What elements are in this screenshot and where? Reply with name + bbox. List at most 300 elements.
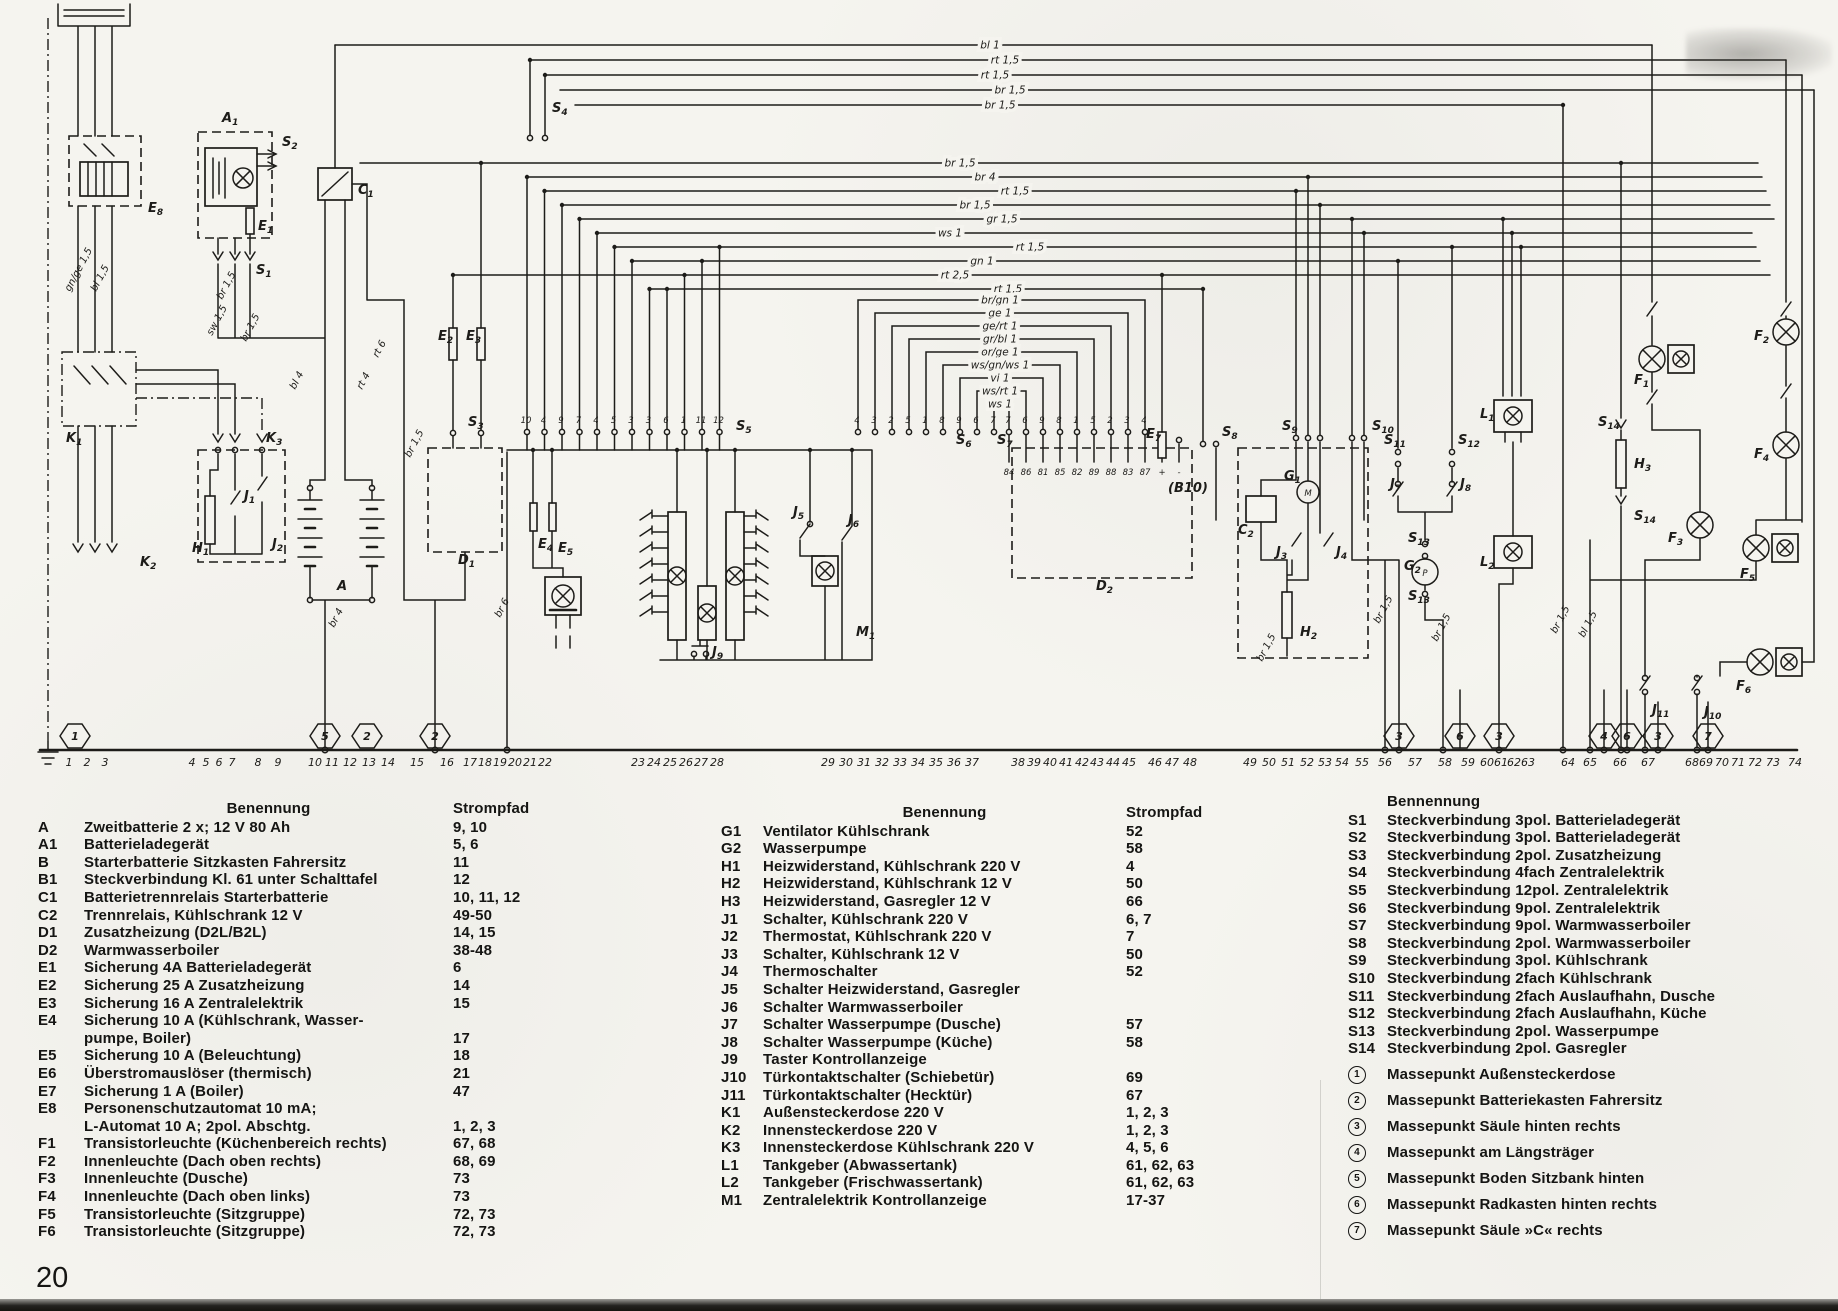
legend-row-id: H3 (721, 892, 741, 910)
wire-gauge-label: rt 1,5 (1015, 241, 1045, 254)
legend-row-name: Heizwiderstand, Kühlschrank 220 V (763, 857, 1021, 875)
wire-gauge-label: rt 1,5 (980, 69, 1010, 82)
strompfad-scale-number: 6 (215, 756, 223, 769)
strompfad-scale-number: 41 (1059, 756, 1073, 769)
legend-row (1348, 970, 1828, 988)
ground-hexagon-number: 6 (1623, 730, 1631, 743)
legend-row-name: Überstromauslöser (thermisch) (84, 1064, 312, 1082)
legend-row-strompfad: 58 (1126, 840, 1143, 858)
wire-gauge-label: vi 1 (990, 372, 1010, 385)
strompfad-scale-number: 18 (478, 756, 492, 769)
lamp-cross (1751, 653, 1769, 671)
legend-row (38, 977, 598, 995)
junction-dot (700, 259, 704, 263)
component-label: $E_3$ (466, 329, 482, 346)
legend-row-id: J11 (721, 1086, 746, 1104)
legend-row-id: S7 (1348, 917, 1367, 935)
component-label: $F_6$ (1736, 679, 1752, 696)
legend-mid (721, 804, 1251, 1210)
wire-gauge-tag: br 1,5 (214, 270, 239, 302)
junction-dot (1294, 189, 1298, 193)
d2-terminal-label: 89 (1088, 468, 1100, 478)
legend-row (1348, 1040, 1828, 1058)
column-header-bennennung: Bennennung (1387, 793, 1481, 810)
junction-dot (612, 245, 616, 249)
legend-row-id: J4 (721, 963, 738, 981)
component-label: $J_1$ (244, 489, 256, 506)
c2-relay-body (1246, 496, 1276, 522)
wire-gauge-tag: br 1,5 (1254, 632, 1279, 664)
legend-row (721, 1174, 1251, 1192)
wire-gauge-label: ge 1 (988, 307, 1012, 320)
legend-row-id: S3 (1348, 846, 1367, 864)
legend-row-name: Zentralelektrik Kontrollanzeige (763, 1192, 987, 1210)
massepunkt-row (1348, 1118, 1828, 1136)
legend-row (38, 995, 598, 1013)
massepunkt-number-icon: 1 (1348, 1066, 1366, 1084)
s6-pin (889, 429, 894, 434)
wire-gauge-tag: bl 4 (287, 369, 307, 392)
legend-row-id: S5 (1348, 881, 1367, 899)
d2-terminal-label: 84 (1003, 468, 1015, 478)
connector-pin (1395, 449, 1400, 454)
s6-pin-number: 3 (871, 416, 877, 426)
legend-row-strompfad: 1, 2, 3 (1126, 1104, 1169, 1122)
massepunkt-name: Massepunkt Boden Sitzbank hinten (1387, 1170, 1645, 1188)
massepunkt-number-icon: 6 (1348, 1196, 1366, 1214)
massepunkt-row (1348, 1196, 1828, 1214)
column-header-benennung: Benennung (902, 804, 987, 821)
legend-row-name: Schalter Heizwiderstand, Gasregler (763, 980, 1020, 998)
legend-row-id: J2 (721, 928, 738, 946)
junction-dot (1362, 231, 1366, 235)
wire-gauge-label: br 1,5 (944, 157, 976, 170)
legend-row-id: K2 (721, 1121, 741, 1139)
component-label: $S_6$ (956, 433, 972, 450)
s6-pin (974, 429, 979, 434)
component-label: $G_2$ (1404, 559, 1421, 576)
strompfad-scale-number: 24 (647, 756, 661, 769)
legend-row-id: S8 (1348, 934, 1367, 952)
legend-row-id: E3 (38, 994, 57, 1012)
connector-pin (1349, 435, 1354, 440)
legend-row-id: S1 (1348, 811, 1367, 829)
column-header-benennung: Benennung (226, 800, 311, 817)
component-label: A (337, 579, 348, 594)
junction-dot (1201, 287, 1205, 291)
indicator-diode-icon (744, 606, 768, 616)
legend-row-name: Zweitbatterie 2 x; 12 V 80 Ah (84, 818, 291, 836)
ground-hexagon-number: 3 (1654, 730, 1662, 743)
strompfad-scale-number: 32 (875, 756, 889, 769)
component-box-d1 (428, 448, 502, 552)
fuse-e1 (246, 208, 254, 234)
legend-row-name: Steckverbindung 3pol. Batterieladegerät (1387, 811, 1681, 829)
legend-row-name: Sicherung 1 A (Boiler) (84, 1082, 244, 1100)
wire-gauge-label: rt 1,5 (993, 283, 1023, 296)
legend-row (38, 1153, 598, 1171)
legend-row-name: Sicherung 10 A (Beleuchtung) (84, 1047, 302, 1065)
indicator-diode-icon (744, 510, 768, 520)
legend-row-name: Steckverbindung 2fach Auslaufhahn, Dusche (1387, 987, 1716, 1005)
strompfad-scale-number: 66 (1613, 756, 1627, 769)
legend-row-id: F5 (38, 1205, 56, 1223)
legend-row-id: E2 (38, 976, 57, 994)
junction-dot (525, 175, 529, 179)
junction-dot (1306, 175, 1310, 179)
strompfad-scale-number: 28 (710, 756, 724, 769)
strompfad-scale-number: 70 (1715, 756, 1729, 769)
indicator-diode-icon (744, 574, 768, 584)
connector-arrow-icon (107, 544, 117, 552)
legend-row (721, 875, 1251, 893)
legend-row-id: L1 (721, 1156, 739, 1174)
legend-row (38, 942, 598, 960)
strompfad-scale-number: 54 (1335, 756, 1349, 769)
strompfad-scale-number: 45 (1122, 756, 1136, 769)
component-label: $H_1$ (192, 541, 210, 558)
legend-row-id: F6 (38, 1223, 56, 1241)
legend-row-name: Transistorleuchte (Sitzgruppe) (84, 1223, 306, 1241)
junction-dot (647, 287, 651, 291)
legend-row-name: Heizwiderstand, Gasregler 12 V (763, 892, 991, 910)
legend-row-name: Steckverbindung 2pol. Warmwasserboiler (1387, 934, 1691, 952)
s6-pin-number: 2 (888, 416, 894, 426)
motor-letter: P (1422, 569, 1428, 579)
strompfad-scale-number: 48 (1183, 756, 1197, 769)
legend-row-name: Innensteckerdose 220 V (763, 1121, 938, 1139)
legend-row (721, 1192, 1251, 1210)
legend-row-strompfad: 14, 15 (453, 924, 496, 942)
legend-row-strompfad: 14 (453, 976, 470, 994)
indicator-diode-icon (744, 526, 768, 536)
strompfad-scale-number: 58 (1438, 756, 1452, 769)
legend-row-name: Wasserpumpe (763, 840, 867, 858)
s5-pin-number: 11 (695, 416, 707, 426)
legend-row (38, 924, 598, 942)
legend-row (1348, 988, 1828, 1006)
strompfad-scale-number: 37 (965, 756, 979, 769)
component-label: $J_3$ (1276, 545, 1288, 562)
legend-row-name: Warmwasserboiler (84, 941, 220, 959)
s5-pin-number: 3 (628, 416, 634, 426)
massepunkt-row (1348, 1092, 1828, 1110)
wire-gauge-label: br 1,5 (994, 84, 1026, 97)
legend-left-header (38, 800, 598, 818)
strompfad-scale-number: 31 (857, 756, 871, 769)
component-label: $S_5$ (736, 419, 752, 436)
s6-pin (872, 429, 877, 434)
column-header-strompfad: Strompfad (453, 800, 530, 817)
s7-pin-number: 4 (1141, 416, 1147, 426)
indicator-diode-icon (640, 590, 668, 600)
legend-row-name: Steckverbindung 4fach Zentralelektrik (1387, 864, 1665, 882)
strompfad-scale-number: 10 (308, 756, 322, 769)
s6-pin-number: 4 (854, 416, 860, 426)
legend-row-name: Transistorleuchte (Sitzgruppe) (84, 1205, 306, 1223)
strompfad-scale-number: 33 (893, 756, 907, 769)
legend-row (721, 893, 1251, 911)
wire-gauge-label: rt 1,5 (1000, 185, 1030, 198)
strompfad-scale-number: 7 (228, 756, 236, 769)
strompfad-scale-number: 53 (1318, 756, 1332, 769)
legend-row-name: Innenleuchte (Dusche) (84, 1170, 249, 1188)
strompfad-scale-number: 16 (440, 756, 454, 769)
legend-row-id: E8 (38, 1100, 57, 1118)
legend-row-name: Schalter Wasserpumpe (Dusche) (763, 1016, 1002, 1034)
junction-dot (1350, 217, 1354, 221)
legend-row-id: D2 (38, 941, 58, 959)
strompfad-scale-number: 44 (1106, 756, 1120, 769)
legend-row-id: A (38, 818, 49, 836)
page-number: 20 (36, 1262, 69, 1294)
component-label: $J_{11}$ (1652, 703, 1670, 720)
dash-dot-wires (48, 18, 262, 742)
wire-gauge-tag: br 6 (492, 596, 513, 620)
legend-row-strompfad (1126, 1051, 1236, 1069)
d2-terminal-label: - (1177, 468, 1181, 478)
legend-row (721, 981, 1251, 999)
legend-row (721, 1034, 1251, 1052)
legend-row (721, 858, 1251, 876)
d2-terminal-label: 88 (1105, 468, 1117, 478)
strompfad-scale-number: 50 (1262, 756, 1276, 769)
s6-pin (906, 429, 911, 434)
strompfad-scale-number: 60 (1480, 756, 1494, 769)
legend-row-name: Personenschutzautomat 10 mA; L-Automat 10 A; 2pol. Abschtg. (84, 1100, 317, 1135)
wire-gauge-label: br 1,5 (959, 199, 991, 212)
wire-gauge-tag: sw 1,5 (204, 303, 230, 338)
legend-row-name: Steckverbindung 2pol. Zusatzheizung (1387, 846, 1662, 864)
junction-dot (528, 58, 532, 62)
legend-row-name: Batterieladegerät (84, 836, 210, 854)
legend-row (38, 871, 598, 889)
legend-row-strompfad: 57 (1126, 1016, 1143, 1034)
legend-row-id: C1 (38, 888, 58, 906)
strompfad-scale-number: 52 (1300, 756, 1314, 769)
legend-left (38, 800, 598, 1241)
strompfad-scale-number: 51 (1281, 756, 1295, 769)
legend-row-name: Steckverbindung 3pol. Batterieladegerät (1387, 829, 1681, 847)
wire-gauge-label: bl 1 (980, 39, 1000, 52)
legend-row-id: K1 (721, 1104, 741, 1122)
legend-row (38, 836, 598, 854)
lamp-cross (1777, 323, 1795, 341)
junction-dot (577, 217, 581, 221)
legend-row-strompfad (1126, 981, 1236, 999)
legend-row (38, 1047, 598, 1065)
component-label: $E_4$ (538, 537, 554, 554)
strompfad-scale-number: 15 (410, 756, 424, 769)
legend-row-id: J10 (721, 1068, 747, 1086)
legend-right (1348, 793, 1828, 1240)
component-label: $J_8$ (1460, 477, 1472, 494)
component-label: $F_4$ (1754, 447, 1770, 464)
wire-gauge-label: gr/bl 1 (982, 333, 1018, 346)
legend-row-strompfad: 72, 73 (453, 1223, 496, 1241)
connector-arrow-icon (230, 434, 240, 442)
s6-pin-number: 9 (956, 416, 962, 426)
legend-row-name: Schalter Wasserpumpe (Küche) (763, 1033, 993, 1051)
connector-pin (1361, 435, 1366, 440)
component-label: $H_2$ (1300, 625, 1318, 642)
strompfad-scale-number: 73 (1766, 756, 1780, 769)
wire-gauge-tag: br 1,5 (1371, 594, 1396, 626)
component-label: $C_2$ (1238, 523, 1254, 540)
component-label: $J_2$ (272, 537, 284, 554)
legend-row-strompfad: 68, 69 (453, 1152, 496, 1170)
legend-row-name: Schalter, Kühlschrank 220 V (763, 910, 968, 928)
legend-row-id: E7 (38, 1082, 57, 1100)
legend-row-strompfad: 10, 11, 12 (453, 888, 521, 906)
strompfad-scale-number: 14 (381, 756, 395, 769)
strompfad-scale-number: 25 (663, 756, 677, 769)
wire-gauge-label: br 1,5 (984, 99, 1016, 112)
junction-dot (675, 448, 679, 452)
component-label: $S_1$ (256, 263, 272, 280)
ground-hexagon-number: 5 (321, 730, 329, 743)
component-label: $J_4$ (1336, 545, 1348, 562)
legend-row-strompfad: 1, 2, 3 (453, 1117, 496, 1135)
strompfad-scale-number: 23 (631, 756, 645, 769)
strompfad-scale-number: 68 (1685, 756, 1699, 769)
legend-row (38, 1206, 598, 1224)
resistor-h3 (1616, 440, 1626, 488)
strompfad-scale-number: 27 (694, 756, 708, 769)
s5-pin-number: 1 (680, 416, 687, 426)
massepunkt-name: Massepunkt Außensteckerdose (1387, 1066, 1616, 1084)
d2-terminal-label: 81 (1037, 468, 1049, 478)
wire-gauge-tag: gn/ge 1,5 (62, 246, 96, 294)
strompfad-scale-number: 59 (1461, 756, 1475, 769)
component-label: $S_{13}$ (1408, 531, 1430, 548)
legend-row (38, 959, 598, 977)
wire-gauge-tag: br 1,5 (238, 312, 263, 344)
s5-pin-number: 6 (663, 416, 669, 426)
strompfad-scale-number: 12 (343, 756, 357, 769)
junction-dot (479, 161, 483, 165)
d2-terminal-label: + (1158, 468, 1166, 478)
connector-arrow-icon (73, 544, 83, 552)
d2-terminal-label: 85 (1054, 468, 1066, 478)
legend-row (38, 1188, 598, 1206)
legend-row-id: M1 (721, 1192, 743, 1210)
connector-pin (1449, 449, 1454, 454)
strompfad-scale-number: 56 (1378, 756, 1392, 769)
junction-dot (595, 231, 599, 235)
wire-gauge-tag: rt 6 (370, 338, 389, 360)
legend-row (721, 1139, 1251, 1157)
s6-pin (940, 429, 945, 434)
legend-row-id: H2 (721, 875, 741, 893)
connector-pin (527, 135, 532, 140)
legend-row (721, 911, 1251, 929)
d2-terminal-label: 83 (1122, 468, 1134, 478)
strompfad-scale-number: 36 (947, 756, 961, 769)
component-label: $K_3$ (266, 431, 283, 448)
legend-row-id: E4 (38, 1012, 57, 1030)
massepunkt-row (1348, 1144, 1828, 1162)
s5-pin-number: 12 (713, 416, 724, 426)
connector-pin (1200, 441, 1205, 446)
massepunkt-row (1348, 1222, 1828, 1240)
component-label: $E_7$ (1146, 427, 1162, 444)
lamp-cross (1777, 436, 1795, 454)
s5-pin-number: 10 (520, 416, 532, 426)
legend-row (1348, 829, 1828, 847)
strompfad-scale-number: 74 (1788, 756, 1802, 769)
legend-row-id: J1 (721, 910, 738, 928)
s6-pin-number: 7 (990, 416, 996, 426)
wire-gauge-tag: rt 4 (354, 370, 373, 392)
strompfad-scale-number: 40 (1043, 756, 1057, 769)
s7-pin-number: 6 (1022, 416, 1028, 426)
strompfad-scale-number: 3 (101, 756, 109, 769)
indicator-diode-icon (640, 542, 668, 552)
legend-row (38, 889, 598, 907)
component-label: $S_8$ (1222, 425, 1238, 442)
component-label: $S_2$ (282, 135, 298, 152)
strompfad-scale-number: 39 (1027, 756, 1041, 769)
legend-row-name: Sicherung 16 A Zentralelektrik (84, 994, 304, 1012)
component-label: $S_4$ (552, 101, 568, 118)
wire-gauge-label: gr 1,5 (986, 213, 1018, 226)
wire-gauge-label: gn 1 (970, 255, 994, 268)
wire-gauge-tag: br 1,5 (1548, 604, 1573, 636)
legend-row-name: Tankgeber (Abwassertank) (763, 1156, 958, 1174)
ground-hexagon-number: 2 (431, 730, 439, 743)
scan-edge-band (0, 1299, 1838, 1311)
component-label: $E_5$ (558, 541, 574, 558)
strompfad-scale-number: 9 (274, 756, 282, 769)
legend-row-id: F2 (38, 1152, 56, 1170)
legend-row-name: Steckverbindung Kl. 61 unter Schalttafel (84, 871, 378, 889)
legend-row (38, 907, 598, 925)
strompfad-scale-number: 20 (508, 756, 522, 769)
wire-gauge-label: rt 1,5 (990, 54, 1020, 67)
connector-arrow-icon (1616, 496, 1626, 504)
strompfad-scale-number: 62 (1507, 756, 1521, 769)
junction-dot (1501, 217, 1505, 221)
legend-row-id: J6 (721, 998, 738, 1016)
legend-row (721, 823, 1251, 841)
massepunkt-name: Massepunkt am Längsträger (1387, 1144, 1595, 1162)
resistor-h2 (1282, 592, 1292, 638)
strompfad-scale-number: 30 (839, 756, 853, 769)
legend-row-strompfad: 6 (453, 959, 462, 977)
strompfad-scale-number: 46 (1148, 756, 1162, 769)
s5-pin-number: 7 (575, 416, 582, 426)
strompfad-scale-number: 57 (1408, 756, 1422, 769)
legend-row-strompfad: 61, 62, 63 (1126, 1156, 1195, 1174)
wire-gauge-label: ws 1 (937, 227, 963, 240)
legend-row-id: D1 (38, 924, 58, 942)
s7-pin-number: 5 (1090, 416, 1096, 426)
component-label: (B10) (1168, 481, 1208, 496)
legend-row-strompfad: 1, 2, 3 (1126, 1121, 1169, 1139)
legend-row-name: Ventilator Kühlschrank (763, 822, 930, 840)
legend-row-strompfad: 9, 10 (453, 818, 488, 836)
wire-gauge-label: br/gn 1 (981, 294, 1019, 307)
ground-hexagon-number: 7 (1704, 730, 1712, 743)
component-label: $S_{14}$ (1598, 415, 1620, 432)
component-label: $H_3$ (1634, 457, 1652, 474)
legend-row-strompfad: 61, 62, 63 (1126, 1174, 1195, 1192)
junction-dot (850, 448, 854, 452)
legend-row-id: J5 (721, 980, 738, 998)
legend-row-name: Steckverbindung 2fach Kühlschrank (1387, 969, 1653, 987)
s7-pin-number: 1 (1073, 416, 1079, 426)
